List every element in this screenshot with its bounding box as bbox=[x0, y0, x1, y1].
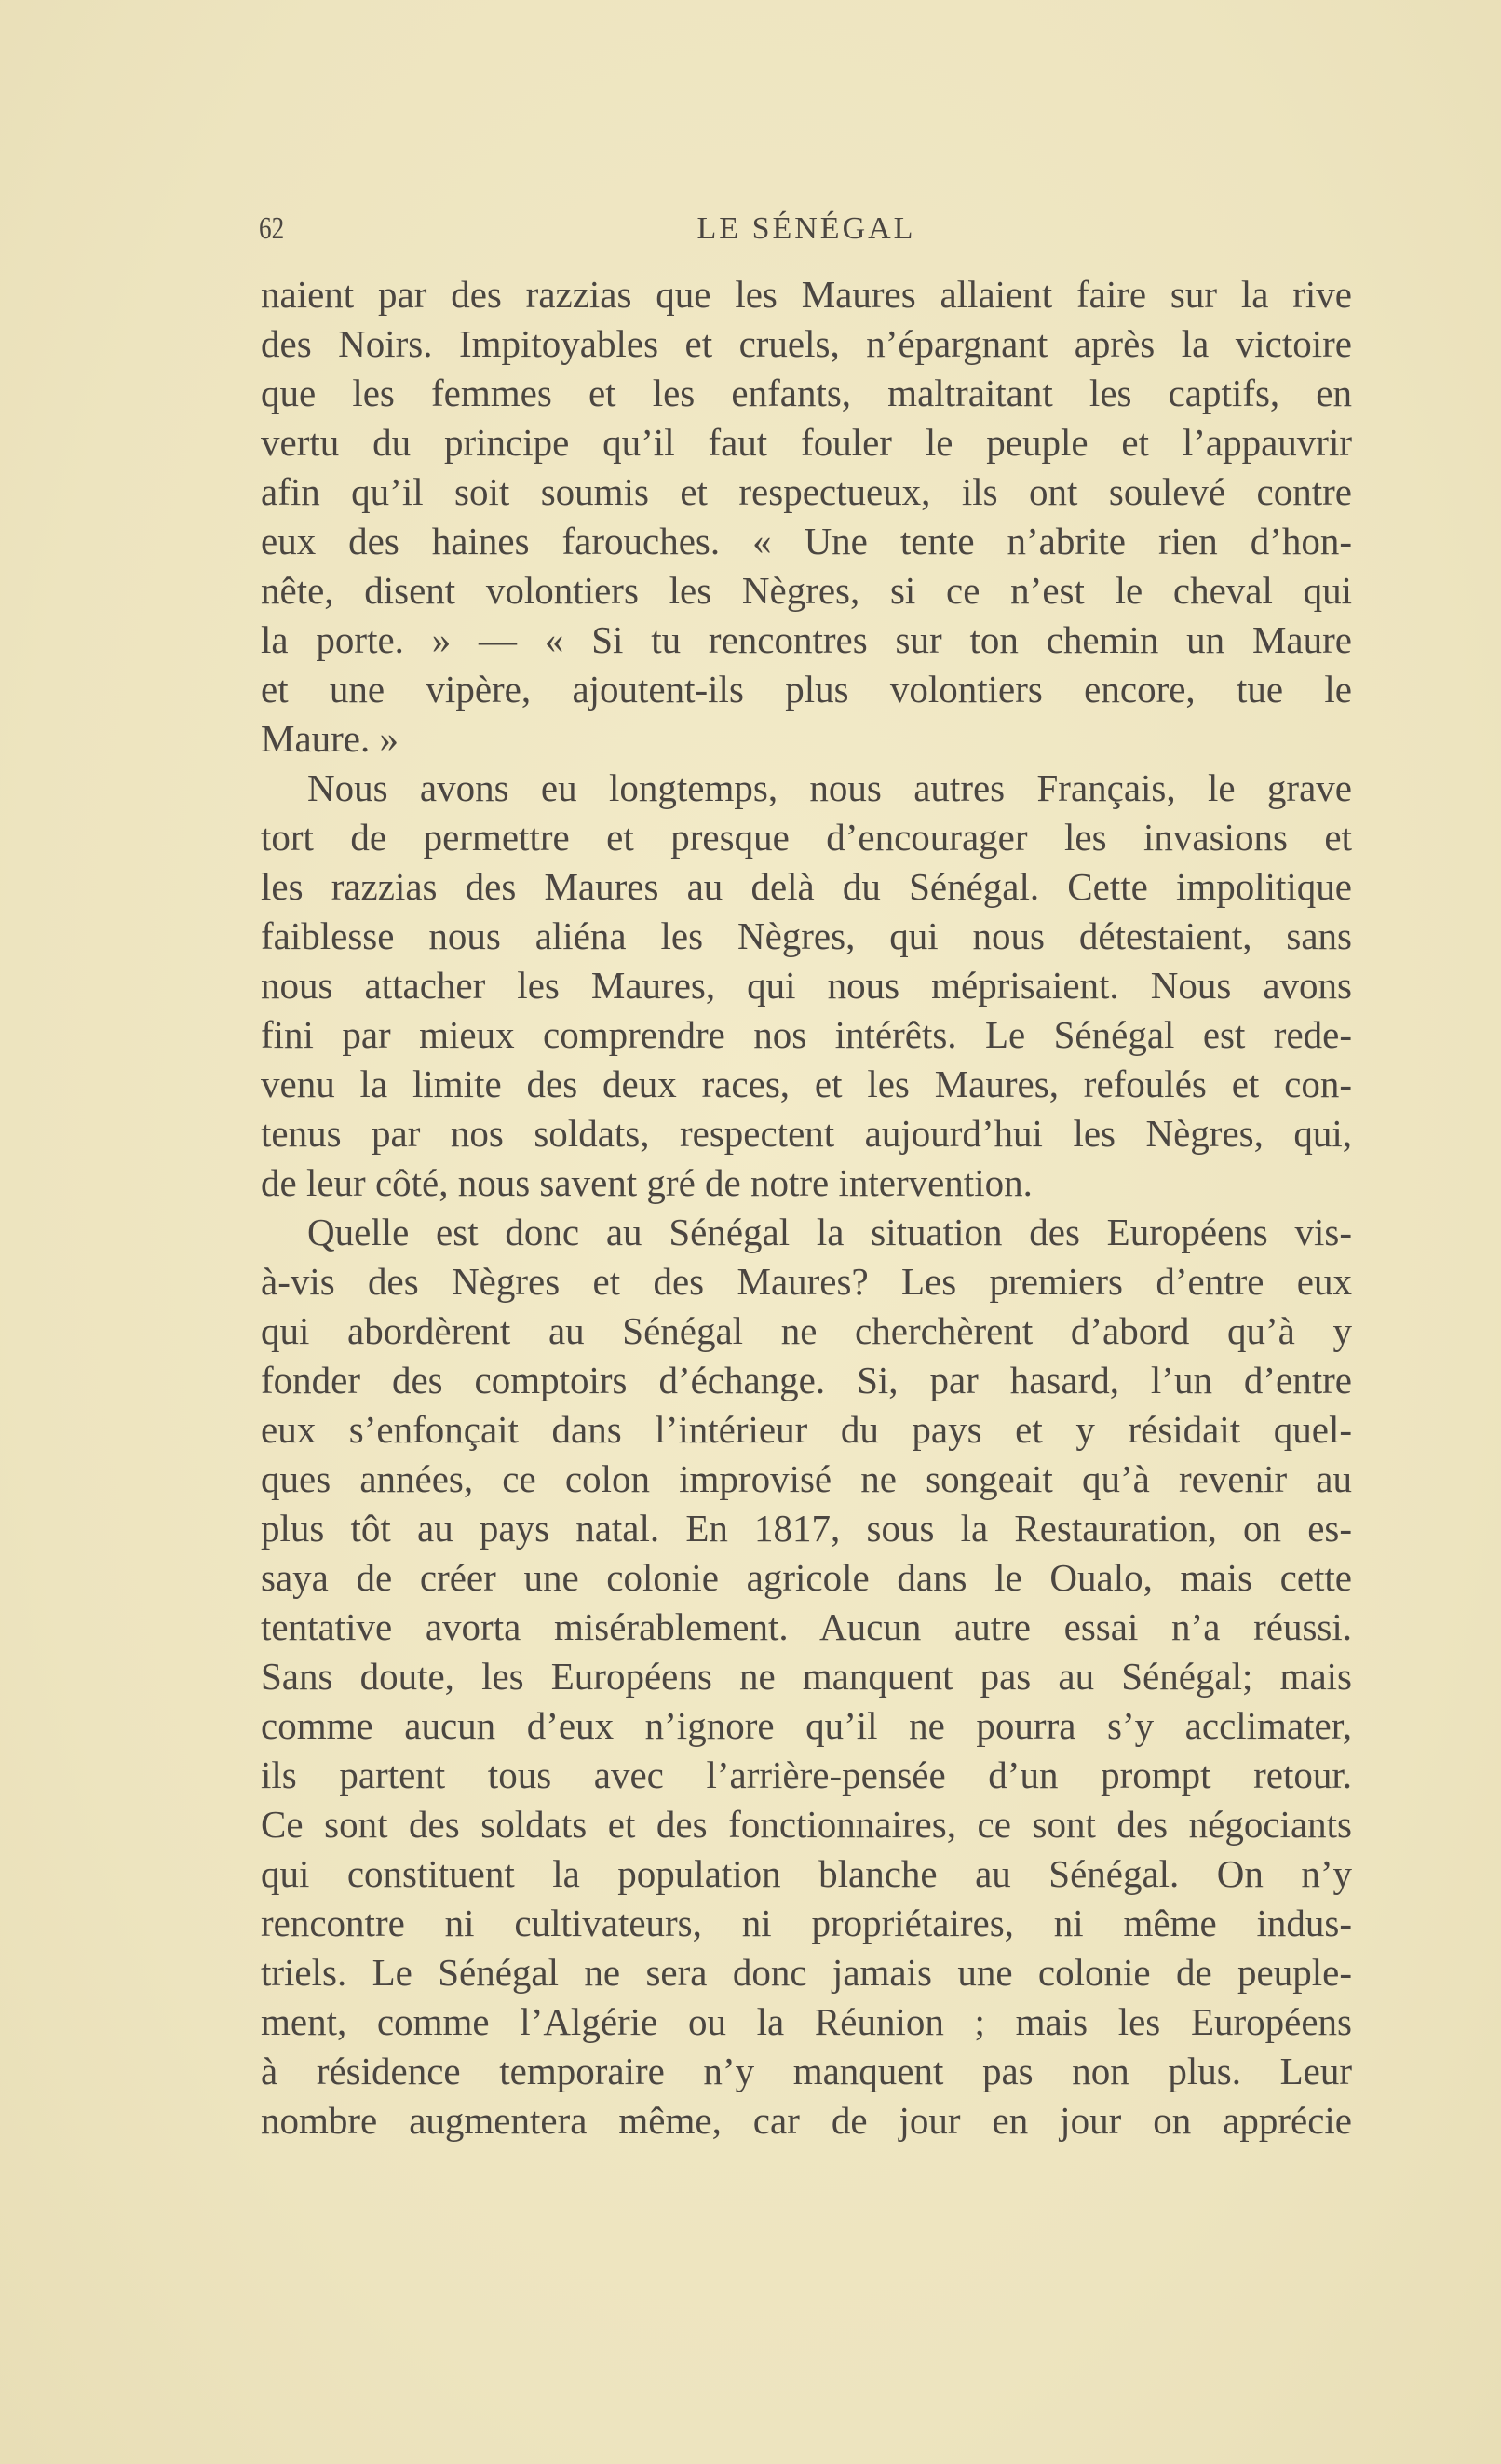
text-line: eux s’enfonçait dans l’intérieur du pays et y résidait quel- bbox=[261, 1408, 1352, 1451]
text-line: ment, comme l’Algérie ou la Réunion ; mais les Européens bbox=[261, 2000, 1352, 2043]
text-line: Sans doute, les Européens ne manquent pas au Sénégal; mais bbox=[261, 1655, 1352, 1698]
text-line: Quelle est donc au Sénégal la situation des Européens vis- bbox=[307, 1211, 1352, 1253]
text-line: Maure. » bbox=[261, 717, 399, 760]
text-line: afin qu’il soit soumis et respectueux, ils ont soulevé contre bbox=[261, 470, 1352, 513]
text-line: triels. Le Sénégal ne sera donc jamais une colonie de peuple- bbox=[261, 1951, 1352, 1994]
text-line: Nous avons eu longtemps, nous autres Français, le grave bbox=[307, 766, 1352, 809]
page-number: 62 bbox=[259, 211, 285, 246]
running-title: LE SÉNÉGAL bbox=[696, 211, 916, 246]
text-line: qui constituent la population blanche au Sénégal. On n’y bbox=[261, 1852, 1352, 1895]
text-line: qui abordèrent au Sénégal ne cherchèrent d’abord qu’à y bbox=[261, 1309, 1352, 1352]
text-line: à-vis des Nègres et des Maures? Les premiers d’entre eux bbox=[261, 1260, 1352, 1303]
text-line: nombre augmentera même, car de jour en jour on apprécie bbox=[261, 2099, 1352, 2142]
text-line: de leur côté, nous savent gré de notre intervention. bbox=[261, 1161, 1033, 1204]
text-line: eux des haines farouches. « Une tente n’abrite rien d’hon- bbox=[261, 520, 1352, 562]
text-line: tenus par nos soldats, respectent aujourd’hui les Nègres, qui, bbox=[261, 1112, 1352, 1155]
text-line: la porte. » — « Si tu rencontres sur ton chemin un Maure bbox=[261, 618, 1352, 661]
text-line: tentative avorta misérablement. Aucun autre essai n’a réussi. bbox=[261, 1605, 1352, 1648]
body-text bbox=[261, 270, 1352, 2146]
text-line: saya de créer une colonie agricole dans le Oualo, mais cette bbox=[261, 1556, 1352, 1599]
text-line: nête, disent volontiers les Nègres, si ce n’est le cheval qui bbox=[261, 569, 1352, 612]
text-line: rencontre ni cultivateurs, ni propriétaires, ni même indus- bbox=[261, 1902, 1352, 1944]
text-line: tort de permettre et presque d’encourager les invasions et bbox=[261, 816, 1352, 859]
text-line: faiblesse nous aliéna les Nègres, qui nous détestaient, sans bbox=[261, 914, 1352, 957]
text-line: fonder des comptoirs d’échange. Si, par hasard, l’un d’entre bbox=[261, 1359, 1352, 1401]
text-line: Ce sont des soldats et des fonctionnaires, ce sont des négociants bbox=[261, 1803, 1352, 1846]
text-line: les razzias des Maures au delà du Sénégal. Cette impolitique bbox=[261, 865, 1352, 908]
running-header bbox=[259, 207, 1354, 251]
text-line: que les femmes et les enfants, maltraitant les captifs, en bbox=[261, 372, 1352, 414]
text-line: des Noirs. Impitoyables et cruels, n’épargnant après la victoire bbox=[261, 322, 1352, 365]
text-line: à résidence temporaire n’y manquent pas non plus. Leur bbox=[261, 2050, 1352, 2092]
text-line: ques années, ce colon improvisé ne songeait qu’à revenir au bbox=[261, 1457, 1352, 1500]
text-line: ils partent tous avec l’arrière-pensée d’un prompt retour. bbox=[261, 1753, 1352, 1796]
text-line: et une vipère, ajoutent-ils plus volontiers encore, tue le bbox=[261, 668, 1352, 711]
text-line: nous attacher les Maures, qui nous méprisaient. Nous avons bbox=[261, 964, 1352, 1007]
text-line: fini par mieux comprendre nos intérêts. Le Sénégal est rede- bbox=[261, 1013, 1352, 1056]
text-line: comme aucun d’eux n’ignore qu’il ne pourra s’y acclimater, bbox=[261, 1704, 1352, 1747]
text-line: naient par des razzias que les Maures allaient faire sur la rive bbox=[261, 273, 1352, 316]
text-line: venu la limite des deux races, et les Maures, refoulés et con- bbox=[261, 1063, 1352, 1105]
text-line: plus tôt au pays natal. En 1817, sous la Restauration, on es- bbox=[261, 1507, 1352, 1550]
text-line: vertu du principe qu’il faut fouler le peuple et l’appauvrir bbox=[261, 421, 1352, 464]
